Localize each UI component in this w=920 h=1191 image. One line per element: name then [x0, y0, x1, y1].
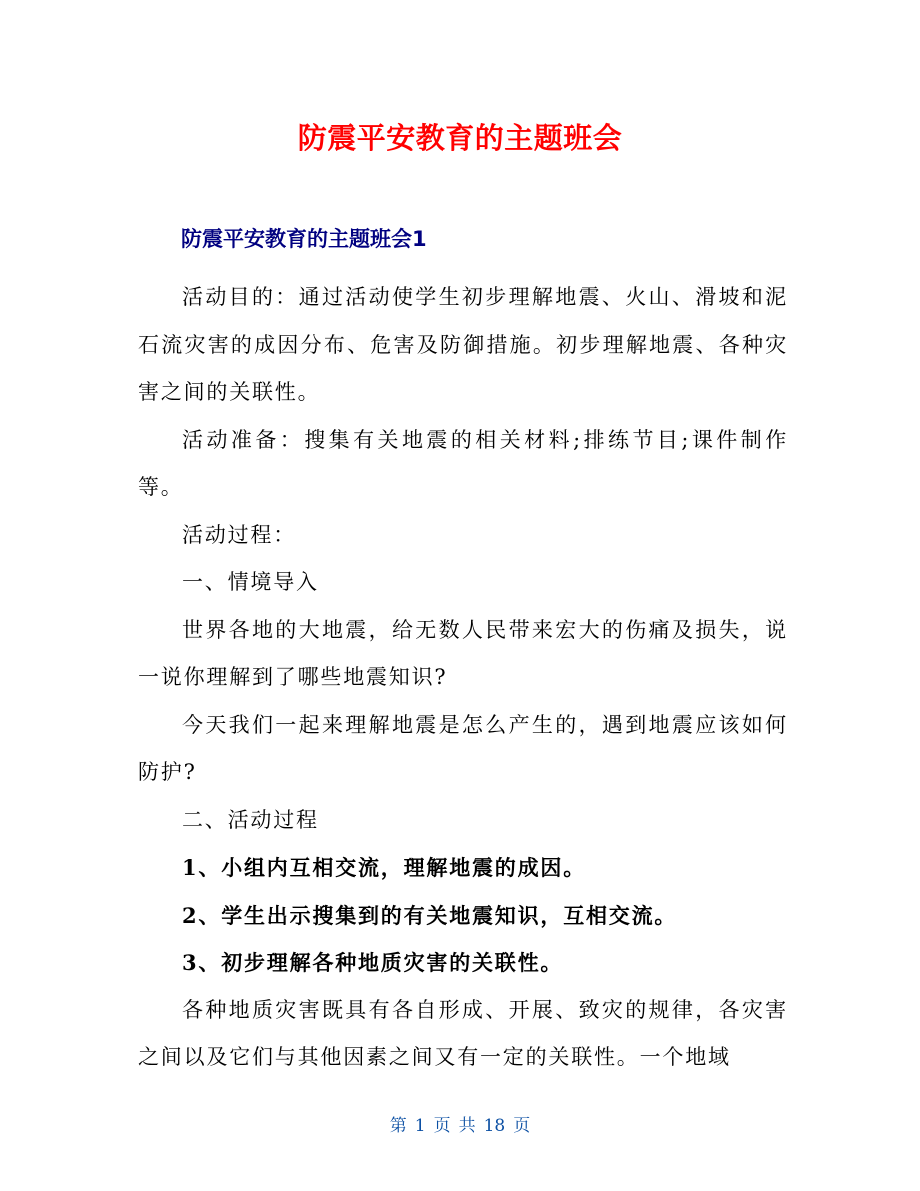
heading-situation-intro: 一、情境导入 — [182, 570, 319, 594]
footer-label-page: 第 — [389, 1116, 407, 1136]
heading-activity-process: 二、活动过程 — [182, 807, 319, 832]
document-body — [138, 274, 788, 1082]
footer-current-page: 1 — [414, 1116, 426, 1136]
paragraph-today: 今天我们一起来理解地震是怎么产生的，遇到地震应该如何防护? — [138, 712, 788, 784]
step-3: 3、初步理解各种地质灾害的关联性。 — [182, 950, 564, 975]
step-2: 2、学生出示搜集到的有关地震知识，互相交流。 — [182, 902, 678, 928]
document-title: 防震平安教育的主题班会 — [297, 121, 623, 155]
paragraph-purpose: 活动目的：通过活动使学生初步理解地震、火山、滑坡和泥石流灾害的成因分布、危害及防御措施。初步理解地震、各种灾害之间的关联性。 — [138, 285, 788, 404]
page-footer — [0, 1113, 920, 1139]
footer-label-total: 共 — [458, 1116, 476, 1136]
paragraph-world-earthquakes: 世界各地的大地震，给无数人民带来宏大的伤痛及损失，说一说你理解到了哪些地震知识? — [138, 617, 788, 689]
paragraph-geological-hazards: 各种地质灾害既具有各自形成、开展、致灾的规律，各灾害之间以及它们与其他因素之间又有一定的关联性。一个地域 — [138, 997, 788, 1069]
section-heading: 防震平安教育的主题班会1 — [181, 227, 427, 251]
footer-total-pages: 18 — [483, 1116, 506, 1136]
paragraph-preparation: 活动准备：搜集有关地震的相关材料;排练节目;课件制作等。 — [138, 427, 788, 499]
footer-label-unit: 页 — [433, 1116, 451, 1136]
footer-label-unit-end: 页 — [513, 1116, 531, 1136]
step-1: 1、小组内互相交流，理解地震的成因。 — [182, 855, 587, 880]
paragraph-process-label: 活动过程： — [182, 522, 296, 547]
